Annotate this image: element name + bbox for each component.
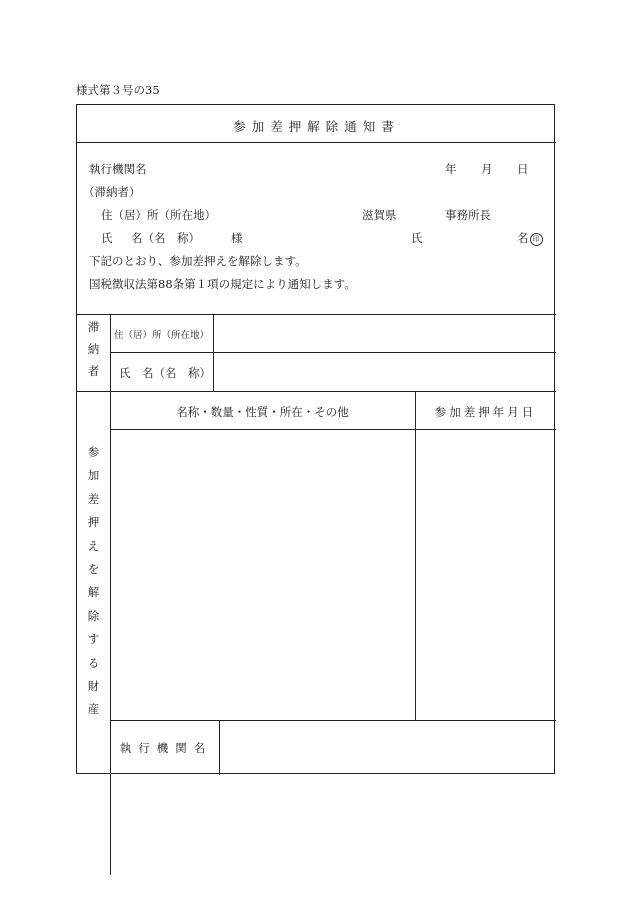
section-address-label: 住（居）所（所在地） bbox=[114, 330, 210, 341]
vertical-char: 加 bbox=[87, 468, 100, 483]
vertical-char: す bbox=[87, 632, 100, 647]
vertical-char: る bbox=[87, 655, 100, 670]
date-year: 年 bbox=[445, 162, 457, 176]
section-name-label: 氏 名（名 称） bbox=[119, 366, 211, 380]
divider bbox=[77, 142, 556, 143]
signer-given-text: 名 bbox=[517, 231, 529, 245]
header-name-label-2: 名（名 称） bbox=[131, 231, 200, 245]
vertical-char: え bbox=[87, 538, 100, 553]
vertical-char: 納 bbox=[87, 342, 100, 356]
divider bbox=[110, 314, 111, 875]
divider bbox=[415, 391, 416, 720]
notice-form bbox=[76, 104, 555, 774]
divider bbox=[219, 720, 220, 775]
divider bbox=[77, 391, 556, 392]
vertical-char: 除 bbox=[87, 608, 100, 623]
vertical-char: 押 bbox=[87, 515, 100, 530]
seal-mark: 印 bbox=[530, 233, 543, 246]
office-chief-label: 事務所長 bbox=[445, 208, 491, 222]
col-header-items: 名称・数量・性質・所在・その他 bbox=[176, 405, 349, 419]
delinquent-heading: （滞納者） bbox=[83, 185, 141, 199]
body-line-1: 下記のとおり、参加差押えを解除します。 bbox=[89, 254, 307, 268]
agency-label: 執行機関名 bbox=[89, 162, 147, 176]
honorific: 様 bbox=[231, 231, 243, 245]
property-vertical-label bbox=[77, 447, 110, 728]
signer-given-label bbox=[517, 230, 543, 246]
divider bbox=[110, 429, 556, 430]
header-address-label: 住（居）所（所在地） bbox=[101, 208, 216, 222]
vertical-char: 参 bbox=[87, 445, 100, 459]
date-day: 日 bbox=[517, 162, 529, 176]
col-header-date: 参加差押年月日 bbox=[434, 405, 537, 419]
vertical-char: 産 bbox=[87, 702, 100, 717]
divider bbox=[77, 314, 556, 315]
footer-agency-label: 執行機関名 bbox=[119, 741, 213, 755]
vertical-char: を bbox=[87, 561, 100, 576]
divider bbox=[110, 720, 556, 721]
vertical-char: 差 bbox=[87, 491, 100, 506]
signer-family-label: 氏 bbox=[411, 231, 423, 245]
vertical-char: 財 bbox=[87, 678, 100, 693]
divider bbox=[110, 352, 556, 353]
vertical-char: 滞 bbox=[87, 320, 100, 334]
form-title: 参加差押解除通知書 bbox=[233, 119, 400, 134]
date-month: 月 bbox=[481, 162, 493, 176]
header-name-label-1: 氏 bbox=[101, 231, 113, 245]
delinquent-vertical-label bbox=[77, 322, 110, 388]
prefecture-label: 滋賀県 bbox=[362, 208, 397, 222]
vertical-char: 者 bbox=[87, 364, 100, 378]
vertical-char: 解 bbox=[87, 585, 100, 600]
form-number: 様式第３号の35 bbox=[76, 83, 160, 97]
body-line-2: 国税徴収法第88条第１項の規定により通知します。 bbox=[89, 277, 356, 291]
